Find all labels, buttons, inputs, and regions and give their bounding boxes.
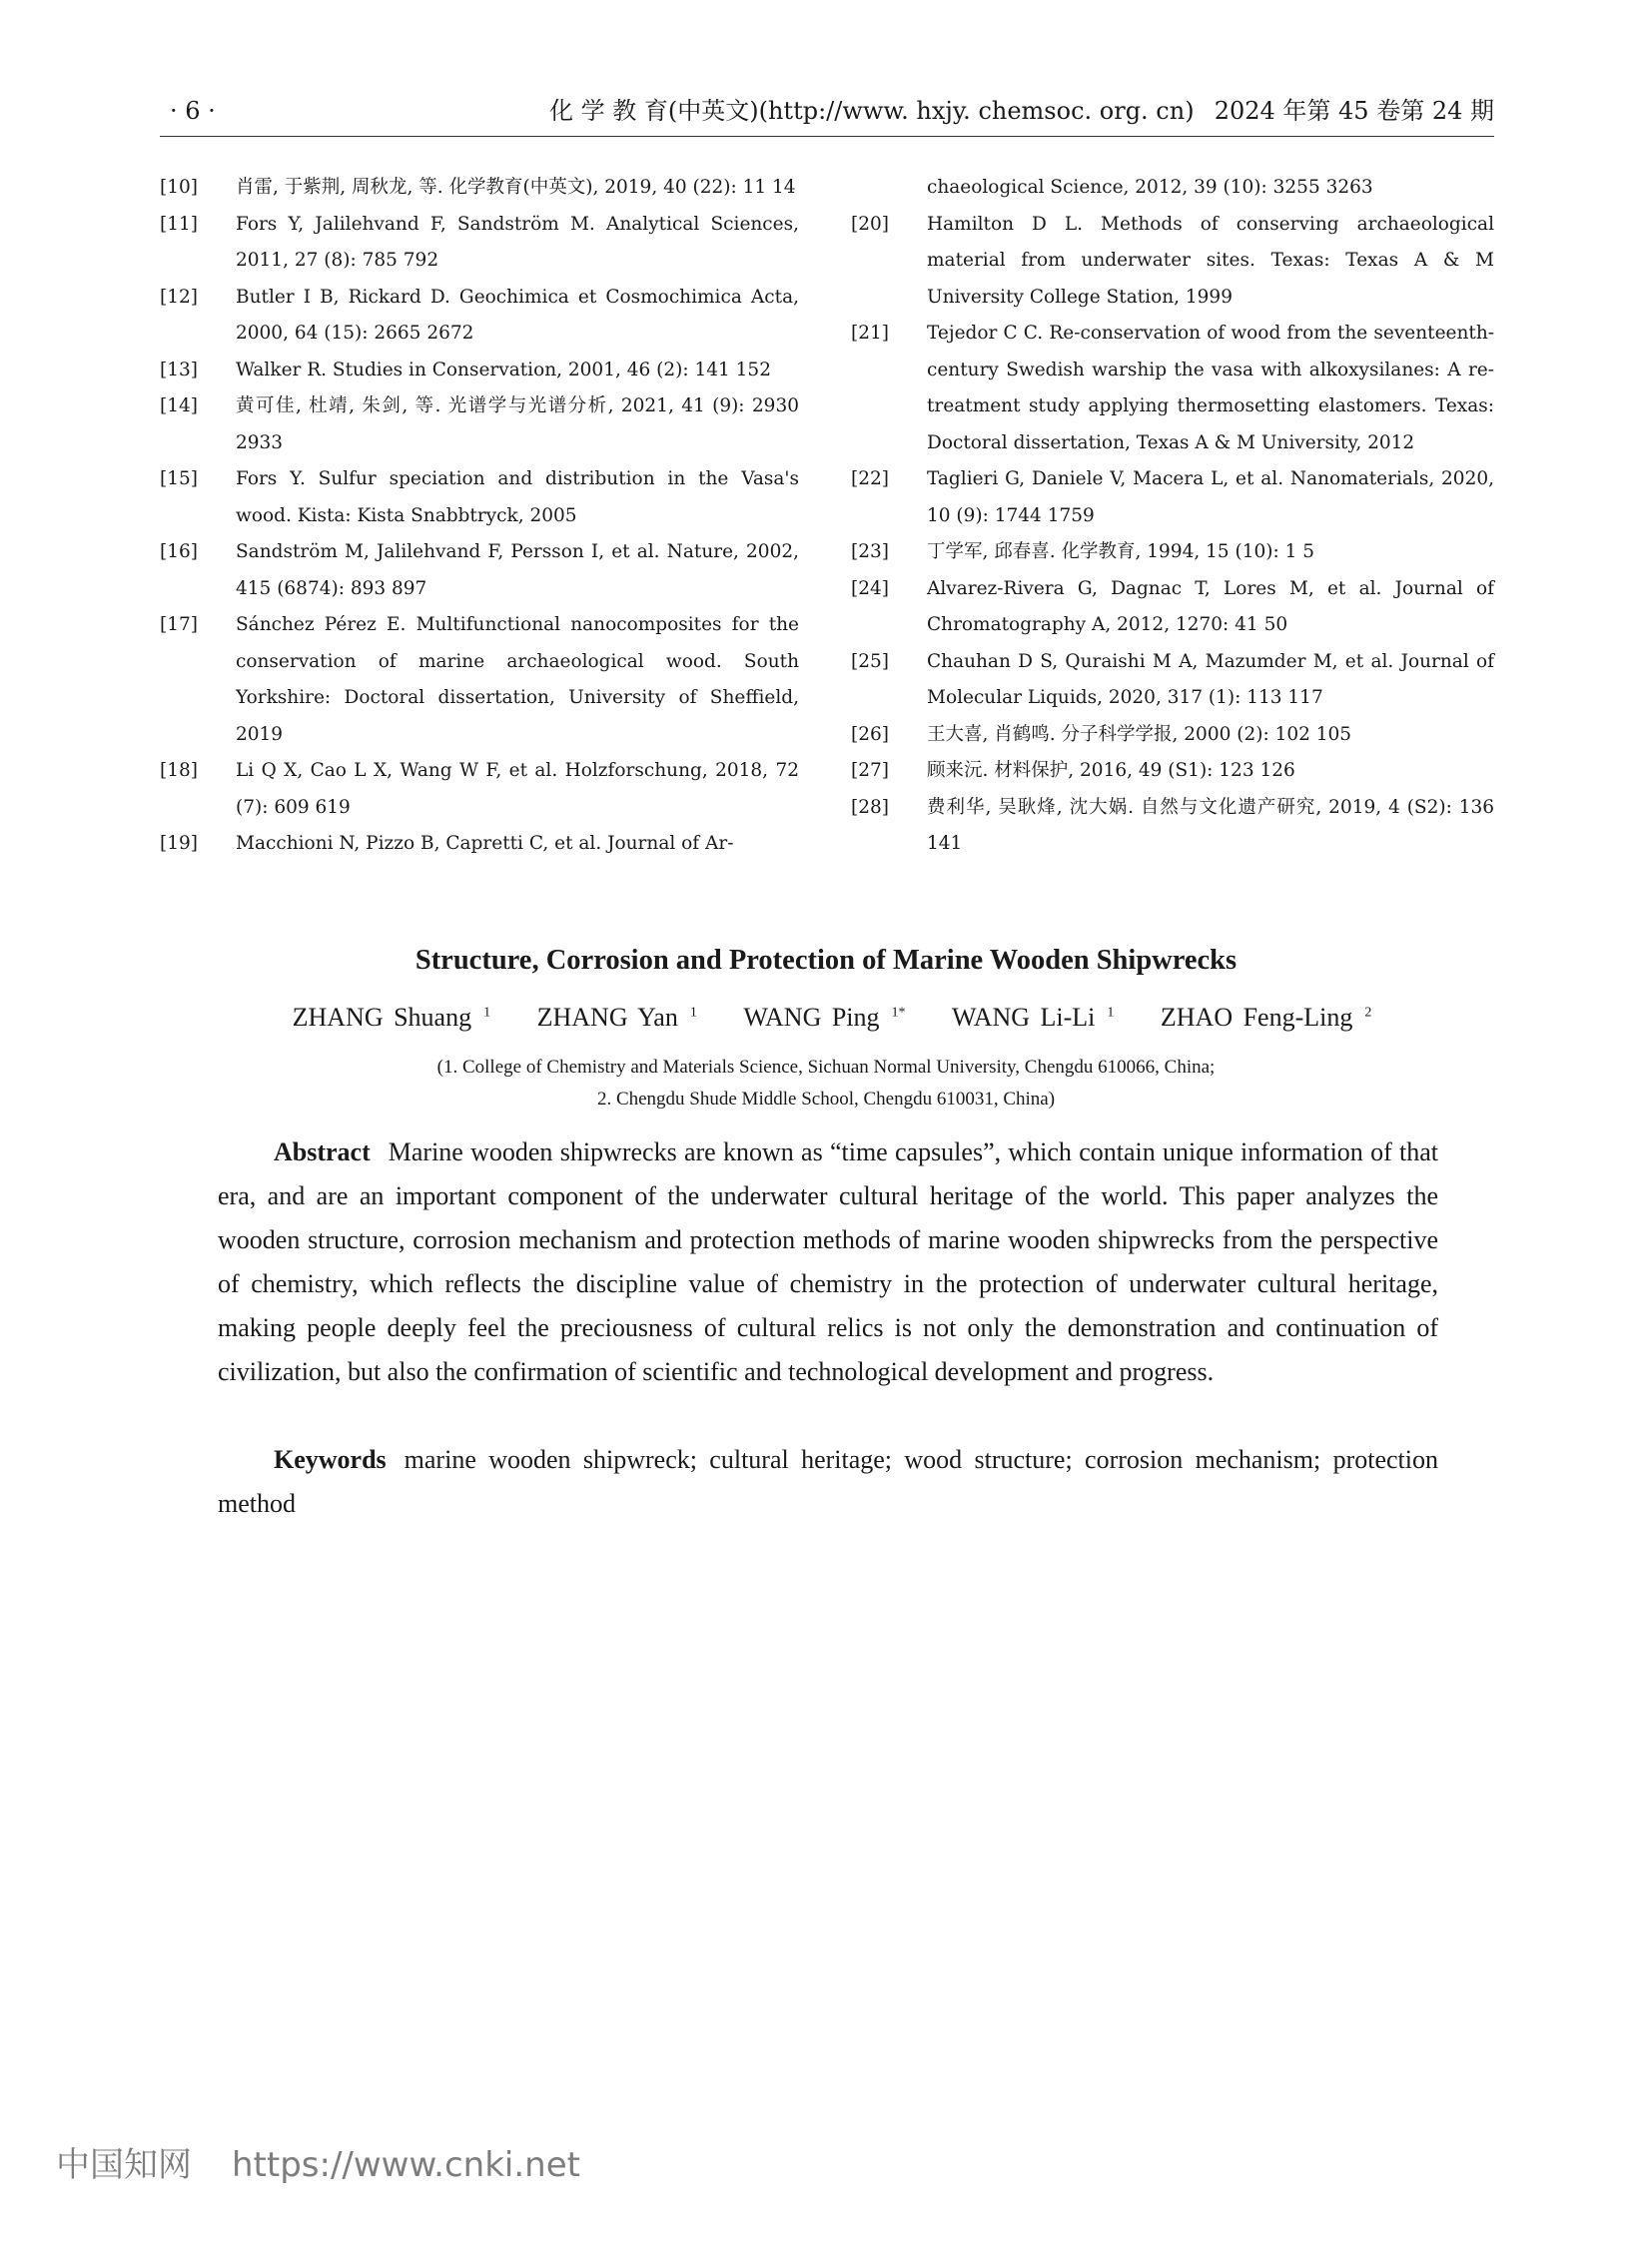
journal-name: 化 学 教 育(中英文)(http://www. hxjy. chemsoc. org. cn) — [549, 97, 1195, 125]
reference-item: [10] 肖雷, 于紫荆, 周秋龙, 等. 化学教育(中英文), 2019, 40 (22): 11 14 — [160, 177, 796, 198]
running-header — [160, 92, 1494, 137]
reference-item: [20] Hamilton D L. Methods of conserving archaeological material from underwater sites. Texas: Texas A & M University College Station, 1999 — [851, 213, 1494, 308]
watermark-url: https://www.cnki.net — [232, 2145, 580, 2185]
reference-item: [21] Tejedor C C. Re-conservation of wood from the seventeenth-century Swedish warship the vasa with alkoxysilanes: A re-treatment study applying thermosetting elastomers. Texas: Doctoral dissertation, Texas A & M University, 2012 — [851, 323, 1494, 453]
author-list — [0, 1003, 1652, 1033]
reference-item: [22] Taglieri G, Daniele V, Macera L, et al. Nanomaterials, 2020, 10 (9): 1744 1759 — [851, 468, 1494, 526]
reference-item: [11] Fors Y, Jalilehvand F, Sandström M. Analytical Sciences, 2011, 27 (8): 785 792 — [160, 213, 799, 271]
reference-item: [14] 黄可佳, 杜靖, 朱剑, 等. 光谱学与光谱分析, 2021, 41 (9): 2930 2933 — [160, 395, 799, 453]
reference-item: [24] Alvarez-Rivera G, Dagnac T, Lores M, et al. Journal of Chromatography A, 2012, 1270: 41 50 — [851, 577, 1494, 635]
reference-item: [13] Walker R. Studies in Conservation, 2001, 46 (2): 141 152 — [160, 359, 771, 380]
reference-item: [19] Macchioni N, Pizzo B, Capretti C, et al. Journal of Ar- — [160, 833, 734, 854]
cnki-watermark — [56, 2137, 580, 2186]
english-title: Structure, Corrosion and Protection of Marine Wooden Shipwrecks — [414, 945, 1238, 976]
author: WANG Ping $^{1*}$ — [743, 1003, 906, 1032]
abstract-paragraph — [218, 1130, 1438, 1394]
keywords-text: marine wooden shipwreck; cultural heritage; wood structure; corrosion mechanism; protection method — [218, 1445, 1438, 1518]
reference-item: [27] 顾来沅. 材料保护, 2016, 49 (S1): 123 126 — [851, 760, 1295, 781]
reference-item: [17] Sánchez Pérez E. Multifunctional nanocomposites for the conservation of marine archaeological wood. South Yorkshire: Doctoral dissertation, University of Sheffield, 2019 — [160, 614, 799, 745]
page-number: · 6 · — [170, 97, 216, 125]
reference-item: [18] Li Q X, Cao L X, Wang W F, et al. Holzforschung, 2018, 72 (7): 609 619 — [160, 760, 799, 818]
abstract-text: Marine wooden shipwrecks are known as “time capsules”, which contain unique information of that era, and are an important component of the underwater cultural heritage of the world. This paper analyzes the wooden structure, corrosion mechanism and protection methods of marine wooden shipwrecks from the perspective of chemistry, which reflects the discipline value of chemistry in the protection of underwater cultural heritage, making people deeply feel the preciousness of cultural relics is not only the demonstration and continuation of civilization, but also the confirmation of scientific and technological development and progress. — [218, 1137, 1438, 1386]
references-right-column — [851, 170, 1494, 863]
reference-continuation: chaeological Science, 2012, 39 (10): 3255 3263 — [927, 177, 1373, 198]
keywords-paragraph — [218, 1438, 1438, 1526]
author: ZHANG Shuang $^1$ — [292, 1003, 491, 1032]
affiliation-line-1: (1. College of Chemistry and Materials Science, Sichuan Normal University, Chengdu 610066, China; — [436, 1057, 1216, 1078]
watermark-site-name: 中国知网 — [56, 2145, 192, 2185]
abstract-label: Abstract — [274, 1137, 371, 1166]
reference-item: [23] 丁学军, 邱春喜. 化学教育, 1994, 15 (10): 1 5 — [851, 541, 1315, 562]
author: ZHANG Yan $^1$ — [536, 1003, 697, 1032]
references-left-column — [160, 170, 799, 863]
keywords-label: Keywords — [274, 1445, 387, 1474]
reference-item: [12] Butler I B, Rickard D. Geochimica et Cosmochimica Acta, 2000, 64 (15): 2665 2672 — [160, 286, 799, 344]
affiliation-line-2: 2. Chengdu Shude Middle School, Chengdu 610031, China) — [596, 1089, 1056, 1110]
reference-item: [15] Fors Y. Sulfur speciation and distribution in the Vasa's wood. Kista: Kista Snabbtryck, 2005 — [160, 468, 799, 526]
author: WANG Li-Li $^1$ — [952, 1003, 1115, 1032]
reference-item: [26] 王大喜, 肖鹤鸣. 分子科学学报, 2000 (2): 102 105 — [851, 723, 1352, 745]
reference-item: [25] Chauhan D S, Quraishi M A, Mazumder M, et al. Journal of Molecular Liquids, 2020, 317 (1): 113 117 — [851, 650, 1494, 708]
reference-item: [16] Sandström M, Jalilehvand F, Persson I, et al. Nature, 2002, 415 (6874): 893 897 — [160, 541, 799, 599]
author: ZHAO Feng-Ling $^2$ — [1160, 1003, 1372, 1032]
reference-item: [28] 费利华, 吴耿烽, 沈大娲. 自然与文化遗产研究, 2019, 4 (S2): 136 141 — [851, 796, 1494, 854]
issue-info: 2024 年第 45 卷第 24 期 — [1214, 97, 1494, 125]
